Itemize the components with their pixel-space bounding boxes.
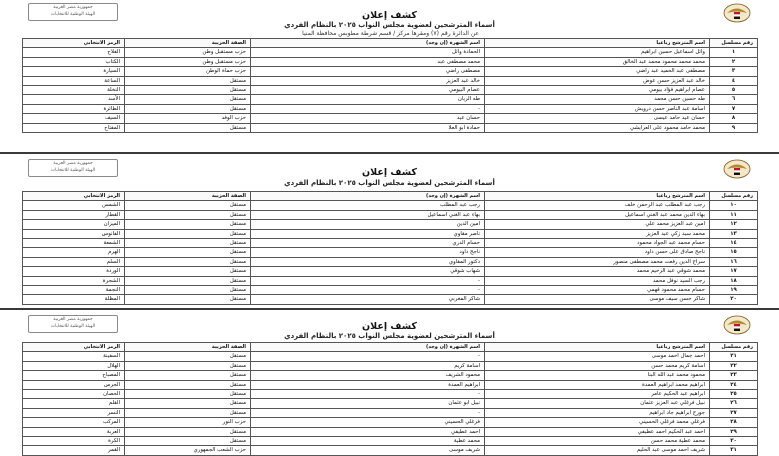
cell-candidate-name: محمد شوقي عبد الرحيم محمد <box>485 267 710 276</box>
cell-number: ١٨ <box>710 276 758 285</box>
cell-candidate-name: امين عبد العزيز محمد علي <box>485 220 710 229</box>
cell-party: مستقل <box>125 295 251 304</box>
header-fame: اسم الشهرة (إن وجد) <box>251 343 485 352</box>
page-title: كشف إعلان <box>362 10 417 21</box>
page-title: كشف إعلان <box>362 321 417 332</box>
table-row <box>23 257 758 266</box>
cell-party: مستقل <box>125 408 251 417</box>
cell-party: مستقل <box>125 286 251 295</box>
header-name: اسم المترشح رباعيا <box>485 192 710 201</box>
cell-known-as: ناجح داود <box>251 248 485 257</box>
cell-number: ٢٨ <box>710 418 758 427</box>
cell-known-as: - <box>251 286 485 295</box>
cell-number: ٢٥ <box>710 390 758 399</box>
header-number: رقم مسلسل <box>710 343 758 352</box>
cell-candidate-name: شاكر حسن سيف موسى <box>485 295 710 304</box>
cell-number: ١٧ <box>710 267 758 276</box>
cell-known-as: - <box>251 352 485 361</box>
table-row <box>23 418 758 427</box>
cell-symbol: الهلال <box>23 361 125 370</box>
cell-candidate-name: محمد محمد محمود محمد عبد الخالق <box>485 57 710 66</box>
cell-party: مستقل <box>125 380 251 389</box>
cell-candidate-name: احمد عبد الحكيم احمد عطيفي <box>485 427 710 436</box>
document-page-1 <box>0 0 779 151</box>
cell-known-as: دكتور المقاوي <box>251 257 485 266</box>
cell-symbol: الشجرة <box>23 276 125 285</box>
cell-symbol: الهرم <box>23 248 125 257</box>
cell-symbol: الساعة <box>23 76 125 85</box>
cell-symbol: الطائرة <box>23 104 125 113</box>
cell-symbol: الكتاب <box>23 57 125 66</box>
cell-candidate-name: ناجح صادق على حسن داود <box>485 248 710 257</box>
table-row <box>23 380 758 389</box>
cell-symbol: المفتاح <box>23 123 125 132</box>
page-subtitle: أسماء المترشحين لعضوية مجلس النواب ٢٠٢٥ بالنظام الفردي <box>284 179 495 187</box>
page-subtitle: أسماء المترشحين لعضوية مجلس النواب ٢٠٢٥ بالنظام الفردي <box>284 21 495 29</box>
cell-party: مستقل <box>125 229 251 238</box>
candidates-table <box>22 38 758 133</box>
cell-symbol: النجمة <box>23 286 125 295</box>
cell-symbol: القمر <box>23 446 125 455</box>
cell-party: مستقل <box>125 427 251 436</box>
cell-number: ٧ <box>710 104 758 113</box>
table-row <box>23 390 758 399</box>
cell-candidate-name: محمد حامد محمود على العرايشي <box>485 123 710 132</box>
cell-party: مستقل <box>125 371 251 380</box>
header-party: الصفة الحزبية <box>125 343 251 352</box>
table-row <box>23 123 758 132</box>
cell-known-as: - <box>251 276 485 285</box>
cell-party: مستقل <box>125 390 251 399</box>
cell-number: ٢٧ <box>710 408 758 417</box>
page-divider <box>0 308 779 310</box>
header-fame: اسم الشهرة (إن وجد) <box>251 192 485 201</box>
cell-party: حزب مستقبل وطن <box>125 57 251 66</box>
cell-symbol: المركب <box>23 418 125 427</box>
cell-candidate-name: فرغلي محمد فرغلي الحسيني <box>485 418 710 427</box>
cell-known-as: امين الدين <box>251 220 485 229</box>
table-row <box>23 95 758 104</box>
cell-number: ٤ <box>710 76 758 85</box>
cell-party: مستقل <box>125 95 251 104</box>
cell-known-as: - <box>251 390 485 399</box>
cell-party: مستقل <box>125 248 251 257</box>
cell-party: مستقل <box>125 399 251 408</box>
page-title: كشف إعلان <box>362 167 417 178</box>
cell-candidate-name: محمد سيد زكي عبد العزيز <box>485 229 710 238</box>
cell-known-as: ابراهيم العمدة <box>251 380 485 389</box>
cell-number: ٢٦ <box>710 399 758 408</box>
table-row <box>23 114 758 123</box>
cell-party: مستقل <box>125 257 251 266</box>
cell-known-as: حمادة ابو العلا <box>251 123 485 132</box>
cell-candidate-name: شريف احمد موسى عبد الحليم <box>485 446 710 455</box>
cell-candidate-name: رجب عبد المطلب عبد الرحمن خلف <box>485 201 710 210</box>
authority-stamp: جمهورية مصر العربية الهيئة الوطنية للانتخابات <box>28 159 118 177</box>
cell-number: ٢ <box>710 57 758 66</box>
cell-known-as: رجب عبد المطلب <box>251 201 485 210</box>
authority-stamp: جمهورية مصر العربية الهيئة الوطنية للانتخابات <box>28 3 118 21</box>
cell-candidate-name: مصطفى عبد الحميد عبد راضي <box>485 67 710 76</box>
cell-symbol: الفلاح <box>23 48 125 57</box>
cell-known-as: خالد عبد العزيز <box>251 76 485 85</box>
candidates-table <box>22 191 758 305</box>
cell-known-as: شاكر المغربي <box>251 295 485 304</box>
cell-number: ١١ <box>710 210 758 219</box>
cell-number: ٢٠ <box>710 295 758 304</box>
header-number: رقم مسلسل <box>710 39 758 48</box>
cell-known-as: - <box>251 104 485 113</box>
table-row <box>23 408 758 417</box>
cell-number: ٨ <box>710 114 758 123</box>
cell-known-as: فرغلي الحسيني <box>251 418 485 427</box>
table-row <box>23 104 758 113</box>
table-row <box>23 48 758 57</box>
cell-symbol: الوردة <box>23 267 125 276</box>
cell-party: حزب الشعب الجمهوري <box>125 446 251 455</box>
cell-party: مستقل <box>125 76 251 85</box>
cell-known-as: مصطفى راضي <box>251 67 485 76</box>
cell-candidate-name: ابراهيم محمد ابراهيم العمدة <box>485 380 710 389</box>
cell-symbol: الشمس <box>23 201 125 210</box>
cell-number: ١٠ <box>710 201 758 210</box>
table-row <box>23 201 758 210</box>
cell-known-as: بهاء عبد الغني اسماعيل <box>251 210 485 219</box>
page-divider <box>0 152 779 154</box>
cell-number: ٣٠ <box>710 437 758 446</box>
table-row <box>23 446 758 455</box>
cell-symbol: الشمعة <box>23 239 125 248</box>
cell-number: ٢٢ <box>710 361 758 370</box>
table-header-row <box>23 343 758 352</box>
cell-symbol: الميزان <box>23 220 125 229</box>
cell-candidate-name: خالد عبد العزيز حسن عوض <box>485 76 710 85</box>
cell-symbol: السلم <box>23 257 125 266</box>
cell-symbol: النسر <box>23 408 125 417</box>
table-row <box>23 267 758 276</box>
cell-known-as: محمد عطية <box>251 437 485 446</box>
header-symbol: الرمز الانتخابي <box>23 192 125 201</box>
cell-number: ٢٣ <box>710 371 758 380</box>
cell-symbol: النخلة <box>23 86 125 95</box>
cell-known-as: محمود الشريف <box>251 371 485 380</box>
table-row <box>23 276 758 285</box>
table-row <box>23 86 758 95</box>
cell-candidate-name: نبيل فرغلي عبد العزيز عثمان <box>485 399 710 408</box>
cell-number: ٢١ <box>710 352 758 361</box>
cell-number: ٣١ <box>710 446 758 455</box>
cell-number: ١٣ <box>710 229 758 238</box>
table-row <box>23 371 758 380</box>
cell-known-as: شريف موسى <box>251 446 485 455</box>
cell-party: حزب الوفد <box>125 114 251 123</box>
cell-number: ٦ <box>710 95 758 104</box>
cell-symbol: الكرة <box>23 437 125 446</box>
table-row <box>23 239 758 248</box>
cell-known-as: حسام الدري <box>251 239 485 248</box>
cell-candidate-name: حسام محمد عبد الجواد محمود <box>485 239 710 248</box>
cell-number: ١٤ <box>710 239 758 248</box>
cell-number: ١٩ <box>710 286 758 295</box>
cell-symbol: القلم <box>23 399 125 408</box>
cell-known-as: شهاب شوقي <box>251 267 485 276</box>
cell-candidate-name: سراج الدين رفعت محمد مصطفى منصور <box>485 257 710 266</box>
cell-candidate-name: حسام محمد محمود فهمي <box>485 286 710 295</box>
cell-candidate-name: جورج ابراهيم جاد ابراهيم <box>485 408 710 417</box>
cell-candidate-name: احمد جمال احمد موسى <box>485 352 710 361</box>
cell-symbol: الجرس <box>23 380 125 389</box>
cell-number: ٣ <box>710 67 758 76</box>
cell-candidate-name: ابراهيم عبد الحكيم عامر <box>485 390 710 399</box>
cell-party: مستقل <box>125 437 251 446</box>
cell-number: ٢٤ <box>710 380 758 389</box>
table-row <box>23 361 758 370</box>
cell-symbol: السفينة <box>23 352 125 361</box>
cell-candidate-name: حسان عيد حامد عيسى <box>485 114 710 123</box>
table-row <box>23 427 758 436</box>
table-row <box>23 286 758 295</box>
cell-party: مستقل <box>125 210 251 219</box>
header-party: الصفة الحزبية <box>125 39 251 48</box>
header-number: رقم مسلسل <box>710 192 758 201</box>
cell-candidate-name: اسامة كريم محمد حسن <box>485 361 710 370</box>
cell-party: حزب مستقبل وطن <box>125 48 251 57</box>
cell-candidate-name: اسامة عبد الناصر حسن درويش <box>485 104 710 113</box>
cell-known-as: طه الريان <box>251 95 485 104</box>
cell-known-as: ناصر مقاوي <box>251 229 485 238</box>
document-page-2 <box>0 156 779 307</box>
cell-symbol: الحصان <box>23 390 125 399</box>
cell-party: مستقل <box>125 104 251 113</box>
header-name: اسم المترشح رباعيا <box>485 343 710 352</box>
cell-number: ١٢ <box>710 220 758 229</box>
cell-number: ٥ <box>710 86 758 95</box>
cell-candidate-name: عصام ابراهيم فؤاد بيومي <box>485 86 710 95</box>
table-row <box>23 220 758 229</box>
cell-known-as: - <box>251 408 485 417</box>
table-row <box>23 210 758 219</box>
cell-known-as: عصام البيومي <box>251 86 485 95</box>
cell-symbol: العربة <box>23 427 125 436</box>
cell-candidate-name: رجب السيد نوفل محمد <box>485 276 710 285</box>
cell-party: مستقل <box>125 201 251 210</box>
cell-candidate-name: محمد عطية محمد حسن <box>485 437 710 446</box>
cell-party: مستقل <box>125 267 251 276</box>
header-party: الصفة الحزبية <box>125 192 251 201</box>
table-row <box>23 399 758 408</box>
cell-party: مستقل <box>125 123 251 132</box>
header-symbol: الرمز الانتخابي <box>23 343 125 352</box>
cell-candidate-name: وائل اسماعيل حسين ابراهيم <box>485 48 710 57</box>
header-name: اسم المترشح رباعيا <box>485 39 710 48</box>
cell-symbol: المظلة <box>23 295 125 304</box>
district-line: عن الدائرة رقم (٧) ومقرها مركز / قسم شرطة مطوبس محافظة المنيا <box>302 30 479 37</box>
cell-party: مستقل <box>125 361 251 370</box>
table-row <box>23 295 758 304</box>
header-symbol: الرمز الانتخابي <box>23 39 125 48</box>
cell-number: ٢٩ <box>710 427 758 436</box>
cell-known-as: اسامة كريم <box>251 361 485 370</box>
cell-known-as: محمد مصطفى عبد <box>251 57 485 66</box>
authority-stamp: جمهورية مصر العربية الهيئة الوطنية للانتخابات <box>28 315 118 333</box>
cell-party: مستقل <box>125 276 251 285</box>
cell-symbol: السيف <box>23 114 125 123</box>
cell-number: ١٥ <box>710 248 758 257</box>
cell-known-as: حسان عيد <box>251 114 485 123</box>
cell-number: ١٦ <box>710 257 758 266</box>
table-row <box>23 437 758 446</box>
cell-symbol: المصباح <box>23 371 125 380</box>
header-fame: اسم الشهرة (إن وجد) <box>251 39 485 48</box>
cell-known-as: احمد عطيفي <box>251 427 485 436</box>
cell-party: مستقل <box>125 86 251 95</box>
cell-number: ٩ <box>710 123 758 132</box>
cell-known-as: الحمادة وائل <box>251 48 485 57</box>
table-row <box>23 352 758 361</box>
cell-symbol: القطار <box>23 210 125 219</box>
cell-candidate-name: محمود محمد عبد الله البنا <box>485 371 710 380</box>
table-header-row <box>23 39 758 48</box>
page-subtitle: أسماء المترشحين لعضوية مجلس النواب ٢٠٢٥ بالنظام الفردي <box>284 332 495 340</box>
table-row <box>23 57 758 66</box>
table-row <box>23 229 758 238</box>
table-row <box>23 76 758 85</box>
cell-party: مستقل <box>125 352 251 361</box>
cell-party: حزب النور <box>125 418 251 427</box>
table-row <box>23 248 758 257</box>
cell-symbol: السيارة <box>23 67 125 76</box>
table-row <box>23 67 758 76</box>
cell-candidate-name: بهاء الدين محمد عبد الغني اسماعيل <box>485 210 710 219</box>
cell-candidate-name: طه حسين حسن محمد <box>485 95 710 104</box>
cell-known-as: نبيل ابو عثمان <box>251 399 485 408</box>
cell-party: مستقل <box>125 239 251 248</box>
cell-party: حزب حماة الوطن <box>125 67 251 76</box>
cell-party: مستقل <box>125 220 251 229</box>
table-header-row <box>23 192 758 201</box>
cell-number: ١ <box>710 48 758 57</box>
document-page-3 <box>0 312 779 454</box>
cell-symbol: الأسد <box>23 95 125 104</box>
cell-symbol: الفانوس <box>23 229 125 238</box>
